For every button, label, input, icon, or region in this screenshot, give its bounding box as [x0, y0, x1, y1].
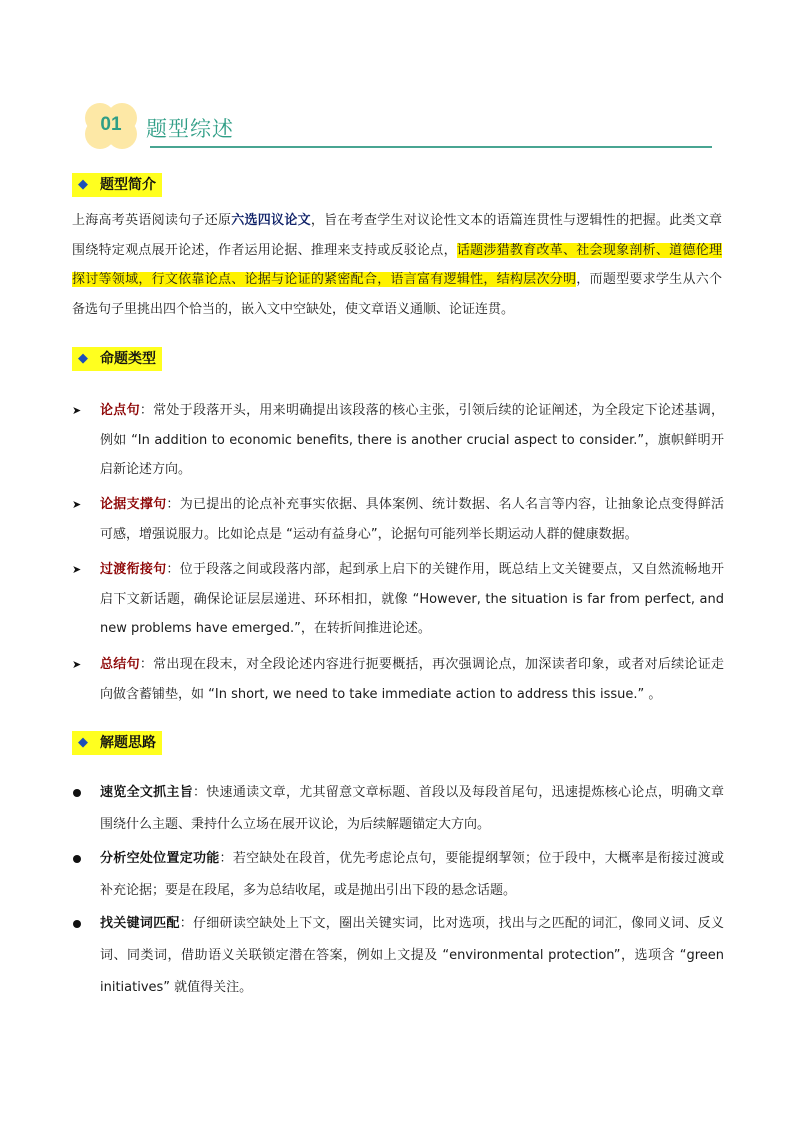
diamond-icon: ◆ — [72, 173, 94, 197]
item-text: ：若空缺处在段首，优先考虑论点句，要能提纲挈领；位于段中，大概率是衔接过渡或补充论据；要是在段尾，多为总结收尾，或是抛出引出下段的悬念话题。 — [100, 851, 724, 898]
intro-text-1: 上海高考英语阅读句子还原 — [72, 213, 232, 228]
item-text: ：常出现在段末，对全段论述内容进行扼要概括，再次强调论点，加深读者印象，或者对后续论证走向做含蓄铺垫，如 “In short, we need to take immediate action to address this issue.” 。 — [100, 657, 724, 702]
arrowhead-icon: ➤ — [72, 498, 82, 511]
item-text: ：仔细研读空缺处上下文，圈出关键实词，比对选项，找出与之匹配的词汇，像同义词、反义词、同类词，借助语义关联锁定潜在答案，例如上文提及 “environmental protection”，选项含 “green initiatives” 就值得关注。 — [100, 916, 724, 995]
header-divider — [150, 146, 712, 148]
section-header — [80, 100, 712, 152]
item-term: 分析空处位置定功能 — [100, 851, 220, 866]
arrowhead-icon: ➤ — [72, 563, 82, 576]
flower-badge-icon — [80, 100, 142, 152]
item-term: 论据支撑句 — [100, 497, 167, 512]
list-item — [72, 908, 724, 1004]
filled-circle-icon — [73, 789, 81, 797]
intro-heading-label: 题型简介 — [94, 173, 162, 197]
diamond-icon: ◆ — [72, 731, 94, 755]
item-term: 速览全文抓主旨 — [100, 785, 193, 800]
item-text: ：位于段落之间或段落内部，起到承上启下的关键作用，既总结上文关键要点，又自然流畅地开启下文新话题，确保论证层层递进、环环相扣，就像 “However, the situation is far from perfect, and new problems have emerged.”，在转折间推进论述。 — [100, 562, 724, 636]
item-term: 论点句 — [100, 403, 140, 418]
page-title: 题型综述 — [146, 117, 234, 141]
list-item — [72, 650, 724, 709]
list-item — [72, 396, 724, 485]
approach-heading — [72, 731, 162, 755]
intro-heading — [72, 173, 162, 197]
filled-circle-icon — [73, 855, 81, 863]
item-text: ：快速通读文章，尤其留意文章标题、首段以及每段首尾句，迅速提炼核心论点，明确文章围绕什么主题、秉持什么立场在展开议论，为后续解题锚定大方向。 — [100, 785, 724, 832]
item-text: ：为已提出的论点补充事实依据、具体案例、统计数据、名人名言等内容，让抽象论点变得鲜活可感，增强说服力。比如论点是 “运动有益身心”，论据句可能列举长期运动人群的健康数据。 — [100, 497, 724, 542]
filled-circle-icon — [73, 920, 81, 928]
intro-text-bold: 六选四议论文 — [231, 213, 311, 228]
section-number: 01 — [100, 114, 122, 135]
diamond-icon: ◆ — [72, 347, 94, 371]
item-term: 过渡衔接句 — [100, 562, 167, 577]
intro-paragraph — [72, 206, 722, 324]
list-item — [72, 777, 724, 841]
list-item — [72, 555, 724, 644]
item-term: 总结句 — [100, 657, 140, 672]
arrowhead-icon: ➤ — [72, 404, 82, 417]
intro-text-2: ，旨在考查学生对议论性文本的语篇连贯性与逻辑性的把握。此类文章围绕特定观点展开论述，作者运用论据、推理来支持或反驳论点， — [72, 213, 722, 258]
types-heading — [72, 347, 162, 371]
list-item — [72, 843, 724, 907]
arrowhead-icon: ➤ — [72, 658, 82, 671]
item-term: 找关键词匹配 — [100, 916, 180, 931]
item-text: ：常处于段落开头，用来明确提出该段落的核心主张，引领后续的论证阐述，为全段定下论述基调，例如 “In addition to economic benefits, there is another crucial aspect to consider.”，旗帜鲜明开启新论述方向。 — [100, 403, 724, 477]
intro-text-3: ，而题型要求学生从六个备选句子里挑出四个恰当的，嵌入文中空缺处，使文章语义通顺、论证连贯。 — [72, 272, 722, 317]
approach-heading-label: 解题思路 — [94, 731, 162, 755]
list-item — [72, 490, 724, 549]
types-heading-label: 命题类型 — [94, 347, 162, 371]
intro-text-highlight: 话题涉猎教育改革、社会现象剖析、道德伦理探讨等领域，行文依靠论点、论据与论证的紧密配合，语言富有逻辑性，结构层次分明 — [72, 242, 722, 287]
